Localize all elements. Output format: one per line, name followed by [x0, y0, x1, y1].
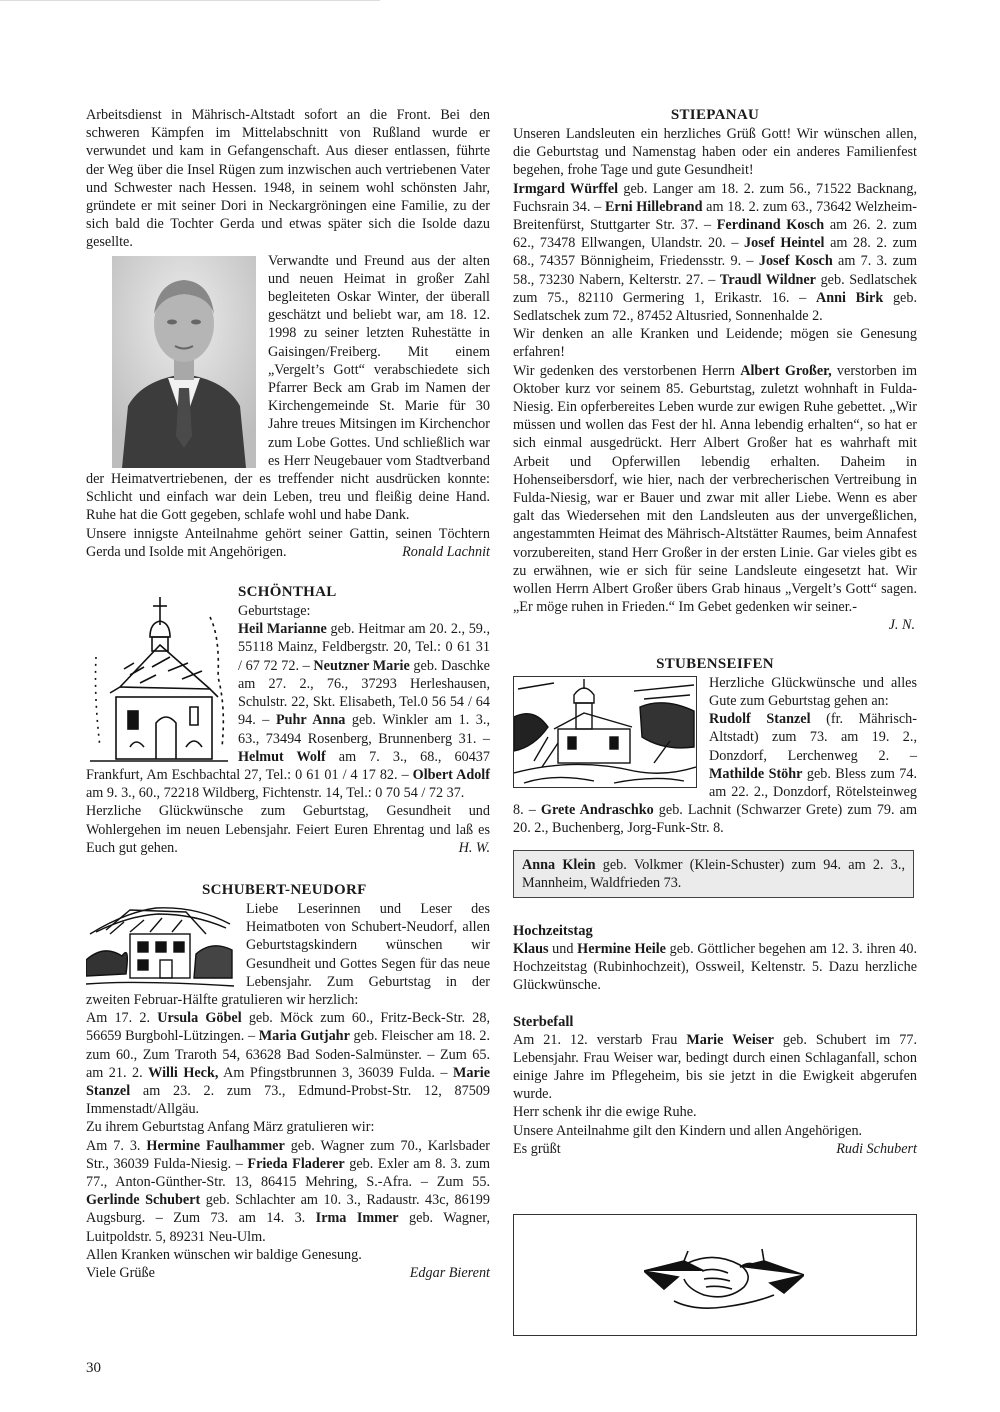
condolence-text: Unsere innigste Anteilnahme gehört seiner Gattin, seinen Töchtern Gerda und Isolde mit Angehörigen. — [86, 525, 490, 560]
birthday-name: Mathilde Stöhr — [709, 765, 803, 782]
birthday-detail: geb. Exler am 8. 3. zum 77., Anton-Günther-Str. 13, 86415 Mehring, S.-Afra. – Zum 55. — [86, 1155, 491, 1190]
section-death — [513, 1013, 917, 1158]
birthday-detail: geb. Wagner, Luitpoldstr. 5, 89231 Neu-Ulm. — [86, 1210, 491, 1245]
birthday-detail: am 18. 2. zum 63., 73642 Welzheim-Breitenfürst, Stuttgarter Str. 37. – — [513, 198, 917, 234]
wedding-detail: geb. Göttlicher begehen am 12. 3. ihren 40. Hochzeitstag (Rubinhochzeit), Ossweil, Keltenstr. 5. Dazu herzliche Glückwünsche. — [513, 940, 917, 994]
village-church-illustration — [513, 676, 697, 788]
birthday-name: Frieda Fladerer — [247, 1155, 345, 1172]
birthday-date: Am 17. 2. — [86, 1010, 158, 1027]
schubert-feb-birthdays — [86, 1009, 490, 1118]
birthday-name: Helmut Wolf — [238, 748, 326, 765]
birthday-detail: geb. Fleischer am 18. 2. zum 60., Zum Traroth 54, 63628 Bad Soden-Salmünster. – Zum 65. am 21. 2. — [86, 1028, 490, 1081]
scan-edge-line — [0, 0, 380, 1]
schoenthal-signature: H. W. — [458, 839, 490, 856]
birthday-name: Irma Immer — [315, 1210, 399, 1227]
birthday-detail: Am Pfingstbrunnen 3, 36039 Fulda. – — [218, 1064, 453, 1081]
death-text — [513, 1031, 917, 1104]
birthday-name: Grete Andraschko — [540, 802, 654, 819]
stiepanau-birthdays — [513, 180, 917, 326]
section-schubert-neudorf — [86, 881, 490, 1282]
birthday-name: Ferdinand Kosch — [716, 217, 825, 234]
birthday-name: Marie Stanzel — [86, 1064, 491, 1099]
farmhouse-illustration — [86, 904, 234, 990]
memorial-name: Albert Großer, — [740, 362, 832, 379]
schubert-signature: Edgar Bierent — [409, 1264, 490, 1281]
section-schoenthal — [86, 583, 490, 857]
section-title-schubert-neudorf: SCHUBERT-NEUDORF — [202, 881, 367, 898]
section-title-wedding: Hochzeitstag — [513, 922, 593, 939]
section-wedding — [513, 922, 917, 995]
birthday-detail: geb. Lachnit (Schwarzer Grete) zum 79. am 20. 2., Buchenberg, Jorg-Funk-Str. 8. — [513, 802, 917, 837]
portrait-photo — [112, 256, 256, 468]
memorial-prefix: Wir gedenken des verstorbenen Herrn — [513, 362, 741, 379]
section-title-death: Sterbefall — [513, 1013, 574, 1030]
birthday-detail: geb. Heitmar am 20. 2., 59., 55118 Mainz, Feldbergstr. 20, Tel.: 0 61 31 / 67 72 72. – — [238, 621, 490, 674]
page-number: 30 — [86, 1360, 101, 1376]
birthday-name: Erni Hillebrand — [604, 198, 703, 215]
birthday-detail: am 28. 2. zum 68., 74357 Bönnigheim, Friedensstr. 9. – — [513, 235, 918, 270]
schubert-greeting: Viele Grüße — [86, 1264, 155, 1281]
handshake-frame — [513, 1214, 917, 1336]
birthday-detail: geb. Sedlatschek zum 75., 82110 Germering 1, Erikastr. 16. – — [513, 271, 917, 306]
wedding-name: Klaus — [513, 940, 549, 957]
birthday-detail: geb. Langer am 18. 2. zum 56., 71522 Backnang, Fuchsrain 34. – — [513, 180, 917, 215]
birthday-detail: geb. Möck zum 60., Fritz-Beck-Str. 28, 56659 Burgbohl-Lützingen. – — [86, 1010, 491, 1045]
wedding-name: Hermine Heile — [577, 940, 666, 957]
birthday-detail: am 26. 2. zum 62., 73478 Ellwangen, Ulandstr. 20. – — [513, 217, 917, 252]
stiepanau-signature: J. N. — [888, 617, 915, 634]
birthday-detail: am 9. 3., 60., 72218 Wildberg, Fichtenstr. 14, Tel.: 0 70 54 / 72 37. — [86, 785, 465, 802]
birthday-name: Gerlinde Schubert — [86, 1192, 201, 1209]
birthday-name: Irmgard Würffel — [513, 180, 619, 197]
section-title-schoenthal: SCHÖNTHAL — [238, 584, 337, 601]
birthday-detail: geb. Volkmer (Klein-Schuster) zum 94. am 2. 3., Mannheim, Waldfrieden 73. — [522, 856, 905, 891]
section-title-stubenseifen: STUBENSEIFEN — [656, 655, 774, 672]
birthday-detail: (fr. Mährisch-Altstadt) zum 73. am 19. 2., Donzdorf, Lerchenweg 2. – — [709, 711, 917, 764]
handshake-illustration — [644, 1231, 804, 1321]
schubert-sick: Allen Kranken wünschen wir baldige Genesung. — [86, 1246, 362, 1263]
birthday-name: Rudolf Stanzel — [709, 711, 811, 728]
birthday-name: Josef Kosch — [758, 253, 833, 270]
birthday-name: Olbert Adolf — [412, 766, 490, 783]
schoenthal-intro: Geburtstage: — [238, 603, 311, 620]
left-column — [86, 106, 490, 1282]
obituary-intro: Arbeitsdienst in Mährisch-Altstadt sofort an die Front. Bei den schweren Kämpfen im Mittelabschnitt von Rußland wurde er verwundet und kam in Gefangenschaft. Aus dieser entlassen, führte der Weg über die Insel Rügen zum inzwischen auch vertriebenen Vater und Schwester nach Hessen. 1948, in seinem wohl schönsten Jahr, gründete er mit seiner Dori in Neckargröningen eine Familie, zu der sich bald die Tochter Gerda und etwas später sich die Isolde dazu gesellte. — [86, 107, 490, 251]
wedding-conjunction: und — [548, 940, 578, 957]
birthday-name: Anna Klein — [522, 856, 596, 873]
birthday-date: Am 7. 3. — [86, 1137, 147, 1154]
death-sympathy: Unsere Anteilnahme gilt den Kindern und allen Angehörigen. — [513, 1122, 863, 1139]
schubert-march-birthdays — [86, 1137, 490, 1246]
wedding-text — [513, 940, 917, 995]
birthday-name: Willi Heck, — [148, 1064, 219, 1081]
birthday-name: Hermine Faulhammer — [146, 1137, 285, 1154]
stiepanau-sick: Wir denken an alle Kranken und Leidende; mögen sie Genesung erfahren! — [513, 326, 917, 361]
birthday-detail: am 7. 3., 68., 60437 Frankfurt, Am Eschbachtal 27, Tel.: 0 61 01 / 4 17 82. – — [86, 748, 490, 783]
anna-klein-box — [513, 850, 914, 898]
birthday-detail: geb. Winkler am 1. 3., 63., 73494 Rosenberg, Brunnenberg 31. – — [238, 712, 490, 747]
birthday-detail: geb. Wagner zum 70., Karlsbader Str., 36039 Fulda-Niesig. – — [86, 1137, 491, 1172]
schoenthal-wish-line — [86, 802, 490, 857]
death-name: Marie Weiser — [686, 1031, 774, 1048]
death-prefix: Am 21. 12. verstarb Frau — [513, 1031, 687, 1048]
birthday-detail: geb. Schlachter am 10. 3., Radaustr. 43c, 86199 Augsburg. – Zum 73. am 14. 3. — [86, 1192, 490, 1227]
birthday-detail: am 23. 2. zum 73., Edmund-Probst-Str. 12, 87509 Immenstadt/Allgäu. — [86, 1082, 490, 1118]
death-signoff — [513, 1140, 917, 1158]
death-signature: Rudi Schubert — [836, 1140, 917, 1157]
death-greeting: Es grüßt — [513, 1140, 561, 1157]
section-stubenseifen — [513, 655, 917, 838]
schubert-signoff — [86, 1264, 490, 1282]
death-rest: Herr schenk ihr die ewige Ruhe. — [513, 1104, 697, 1121]
obituary-text: Verwandte und Freund aus der alten und neuen Heimat in großer Zahl begleiteten Oskar Winter, der überall geschätzt und beliebt war, am 18. 12. 1998 zu seiner letzten Ruhestätte in Gaisingen/Freiberg. Mit einem „Vergelt’s Gott“ verabschiedete sich Pfarrer Beck am Grab im Namen der Kirchengemeinde St. Marie für 30 Jahre treues Mitsingen im Kirchenchor zum Lobe Gottes. Und schließlich war es Herr Neugebauer vom Stadtverband der Heimatvertriebenen, der es treffender nicht ausdrücken konnte: Schlicht und einfach war dein Leben, treu und fleißig deine Hand. Ruhe hat die Gott gegeben, schlafe wohl und habe Dank. — [86, 252, 490, 524]
condolence-line — [86, 525, 490, 561]
birthday-name: Neutzner Marie — [313, 657, 410, 674]
birthday-name: Ursula Göbel — [157, 1010, 242, 1027]
memorial-text: verstorben im Oktober kurz vor seinem 85. Geburtstag, zuletzt wohnhaft in Fulda-Niesig. Ein opferbereites Leben wurde zur ewigen Ruhe gebettet. „Wir müssen und wollen das Fest der hl. Anna lebendig erhalten“, so hat er sich einmal ausgedrückt. Herr Albert Großer hat es wahrhaft mit Arbeit und Opferwillen lebendig erhalten. Daheim in Hohenseibersdorf, wie hier, nach der verbrecherischen Vertreibung in Fulda-Niesig, war er Bauer und zwar mit aller Liebe. Wenn es aber galt das Wiedersehen mit den Landsleuten aus der unvergeßlichen, angestammten Heimat des Mährisch-Altstätter Raumes, beim Annafest vorzubereiten, stand Herr Großer in der ersten Linie. Gar vieles gibt es zu erwähnen, wie er sich für seine Landsleute eingesetzt hat. Wir wollen Herrn Albert Großer übers Grab hinaus „Vergelt’s Gott“ sagen. „Er möge ruhen in Frieden.“ Im Gebet gedenken wir seiner.- — [513, 362, 918, 616]
condolence-signature: Ronald Lachnit — [402, 543, 490, 560]
birthday-detail: geb. Daschke am 27. 2., 76., 37293 Herleshausen, Schulstr. 22, Skt. Elisabeth, Tel.0 56 54 / 64 94. – — [238, 657, 490, 729]
birthday-name: Traudl Wildner — [719, 271, 816, 288]
section-title-stiepanau: STIEPANAU — [670, 107, 760, 123]
schoenthal-wish: Herzliche Glückwünsche zum Geburtstag, Gesundheit und Wohlergehen im neuen Lebensjahr. Feiert Euren Ehrentag und laß es Euch gut gehen. — [86, 803, 490, 856]
chapel-illustration — [90, 597, 228, 763]
birthday-name: Josef Heintel — [744, 235, 825, 252]
death-detail: geb. Schubert im 77. Lebensjahr. Frau Weiser war, bedingt durch einen Schlaganfall, schon einige Jahre im Pflegeheim, bis sie jetzt in die Ewigkeit abgerufen wurde. — [513, 1031, 917, 1103]
birthday-name: Puhr Anna — [275, 712, 346, 729]
birthday-detail: geb. Bless zum 74. am 22. 2., Donzdorf, Rötelsteinweg 8. – — [513, 765, 917, 819]
stiepanau-memorial — [513, 362, 917, 617]
birthday-detail: am 7. 3. zum 58., 73230 Nabern, Kelterstr. 27. – — [513, 253, 918, 288]
schubert-intro: Liebe Leserinnen und Leser des Heimatboten von Schubert-Neudorf, allen Geburtstagskindern wünschen wir Gesundheit und Gottes Segen für das neue Lebensjahr. Zum Geburtstag in der zweiten Februar-Hälfte gratulieren wir herzlich: — [86, 900, 490, 1008]
schubert-march-intro: Zu ihrem Geburtstag Anfang März gratulieren wir: — [86, 1119, 375, 1136]
stubenseifen-intro: Herzliche Glückwünsche und alles Gute zum Geburtstag gehen an: — [709, 674, 917, 709]
birthday-name: Anni Birk — [815, 289, 884, 306]
right-column — [513, 106, 917, 1158]
birthday-name: Heil Marianne — [238, 621, 327, 638]
stiepanau-intro: Unseren Landsleuten ein herzliches Grüß Gott! Wir wünschen allen, die Geburtstag und Namenstag haben oder ein anderes Familienfest begehen, frohe Tage und gute Gesundheit! — [513, 126, 917, 179]
birthday-name: Maria Gutjahr — [258, 1028, 350, 1045]
birthday-detail: geb. Sedlatschek zum 72., 87452 Altusried, Sonnenhalde 2. — [513, 289, 917, 325]
